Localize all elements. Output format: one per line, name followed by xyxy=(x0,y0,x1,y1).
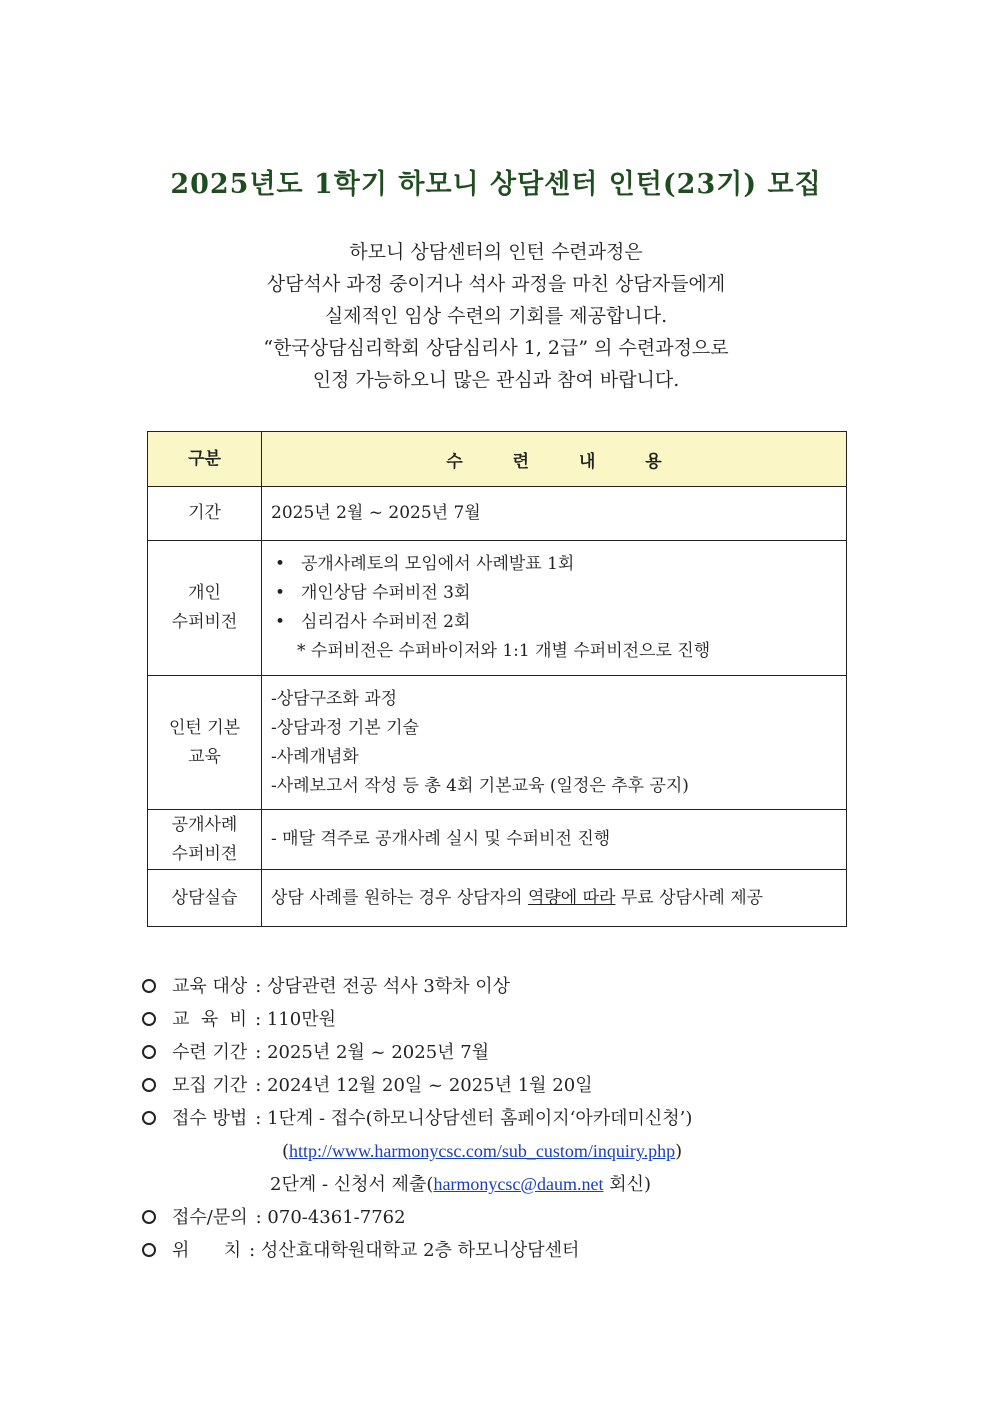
row-label-period: 기간 xyxy=(148,487,262,541)
email-link[interactable]: harmonycsc@daum.net xyxy=(433,1174,604,1194)
row-value-supervision xyxy=(262,541,847,676)
list-item: • 심리검사 수퍼비전 2회 xyxy=(275,612,471,632)
list-item: 접수 방법 : 1단계 - 접수(하모니상담센터 홈페이지‘아카데미신청’) xyxy=(142,1102,862,1135)
intro-line: 실제적인 임상 수련의 기회를 제공합니다. xyxy=(324,305,668,327)
header-content: 수 련 내 용 xyxy=(262,432,847,487)
info-list xyxy=(142,970,862,1267)
circle-bullet-icon xyxy=(142,1243,156,1257)
apply-url-link[interactable]: http://www.harmonycsc.com/sub_custom/inquiry.php xyxy=(289,1141,676,1161)
page-title: 2025년도 1학기 하모니 상담센터 인턴(23기) 모집 xyxy=(170,169,822,200)
row-value-period: 2025년 2월 ~ 2025년 7월 xyxy=(262,487,847,541)
circle-bullet-icon xyxy=(142,1012,156,1026)
row-label-basic: 인턴 기본 교육 xyxy=(148,676,262,810)
list-item: 모집 기간 : 2024년 12월 20일 ~ 2025년 1월 20일 xyxy=(142,1069,862,1102)
circle-bullet-icon xyxy=(142,1210,156,1224)
apply-url-line: (http://www.harmonycsc.com/sub_custom/inquiry.php) xyxy=(282,1141,683,1162)
row-value-basic xyxy=(262,676,847,810)
training-table xyxy=(147,431,847,927)
table-row xyxy=(148,541,847,676)
list-item: 수련 기간 : 2025년 2월 ~ 2025년 7월 xyxy=(142,1036,862,1069)
table-row xyxy=(148,676,847,810)
list-item: -상담과정 기본 기술 xyxy=(271,717,419,738)
row-value-practice: 상담 사례를 원하는 경우 상담자의 역량에 따라 무료 상담사례 제공 xyxy=(262,870,847,927)
row-label-supervision: 개인 수퍼비전 xyxy=(148,541,262,676)
row-label-practice: 상담실습 xyxy=(148,870,262,927)
supervision-note: * 수퍼비전은 수퍼바이저와 1:1 개별 수퍼비전으로 진행 xyxy=(297,641,711,661)
list-item: 교 육 비 : 110만원 xyxy=(142,1003,862,1036)
list-item: 교육 대상 : 상담관련 전공 석사 3학차 이상 xyxy=(142,970,862,1003)
intro-line: 상담석사 과정 중이거나 석사 과정을 마친 상담자들에게 xyxy=(266,273,726,295)
list-item: 접수/문의 : 070-4361-7762 xyxy=(142,1201,862,1234)
list-item: • 공개사례토의 모임에서 사례발표 1회 xyxy=(275,554,575,574)
circle-bullet-icon xyxy=(142,979,156,993)
circle-bullet-icon xyxy=(142,1045,156,1059)
row-label-public-case: 공개사례 수퍼비젼 xyxy=(148,810,262,870)
circle-bullet-icon xyxy=(142,1078,156,1092)
list-item: -사례개념화 xyxy=(271,746,359,767)
list-item: 위 치 : 성산효대학원대학교 2층 하모니상담센터 xyxy=(142,1234,862,1267)
intro-paragraph xyxy=(0,236,992,396)
list-item: • 개인상담 수퍼비전 3회 xyxy=(275,583,471,603)
row-value-public-case: - 매달 격주로 공개사례 실시 및 수퍼비전 진행 xyxy=(262,810,847,870)
circle-bullet-icon xyxy=(142,1111,156,1125)
list-item: -상담구조화 과정 xyxy=(271,688,398,709)
list-item: -사례보고서 작성 등 총 4회 기본교육 (일정은 추후 공지) xyxy=(271,775,689,796)
apply-step2-line: 2단계 - 신청서 제출(harmonycsc@daum.net 회신) xyxy=(270,1174,651,1195)
table-row xyxy=(148,487,847,541)
intro-line: 하모니 상담센터의 인턴 수련과정은 xyxy=(349,241,643,263)
intro-line: “한국상담심리학회 상담심리사 1, 2급” 의 수련과정으로 xyxy=(263,337,729,359)
table-row xyxy=(148,810,847,870)
table-row xyxy=(148,870,847,927)
intro-line: 인정 가능하오니 많은 관심과 참여 바랍니다. xyxy=(312,369,680,391)
header-category: 구분 xyxy=(148,432,262,487)
table-header-row xyxy=(148,432,847,487)
